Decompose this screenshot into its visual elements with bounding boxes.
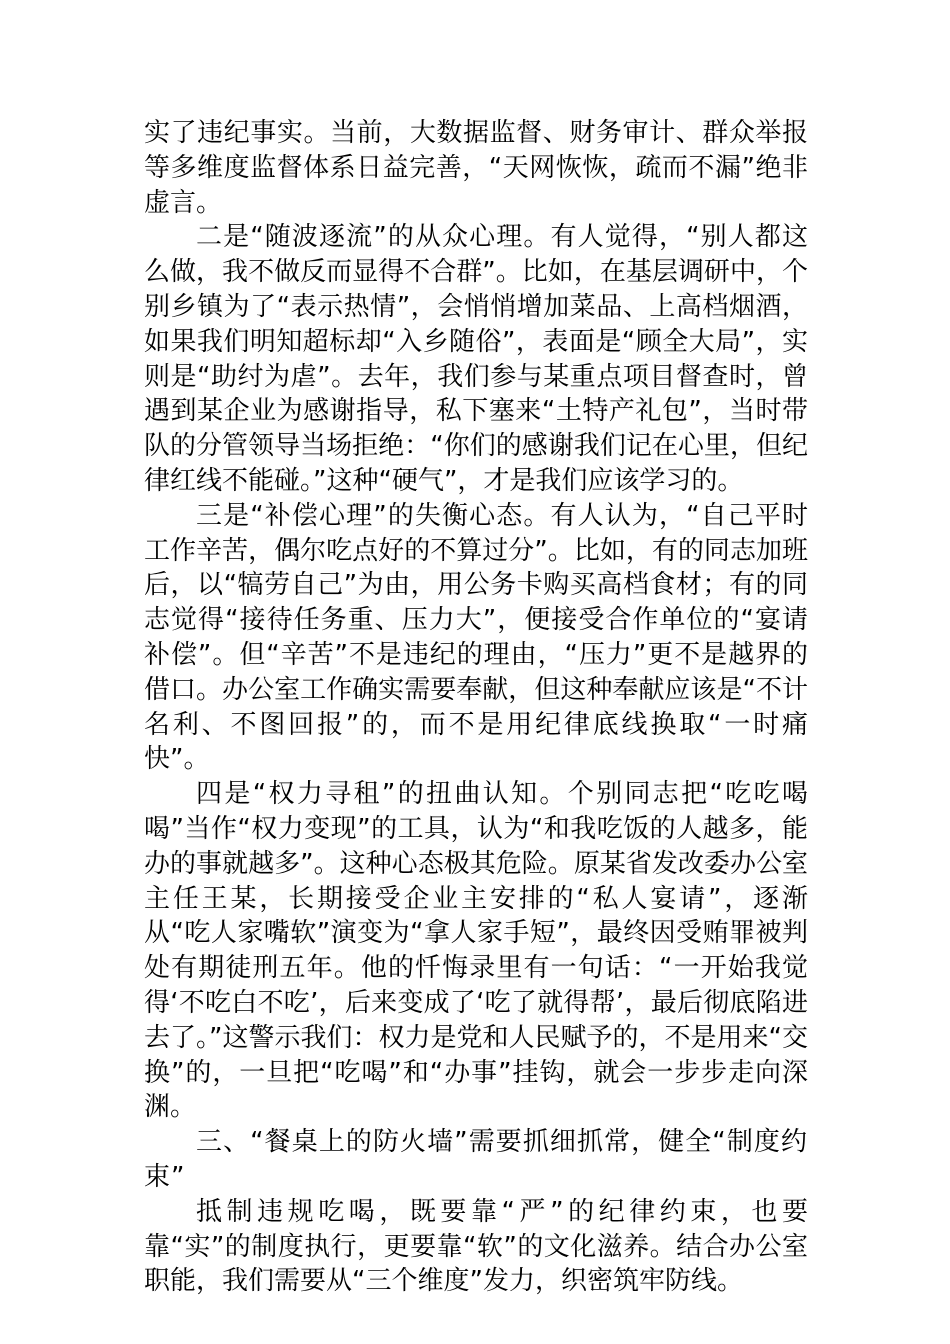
continuation-paragraph: 实了违纪事实。当前，大数据监督、财务审计、群众举报等多维度监督体系日益完善，“天网恢恢，疏而不漏”绝非虚言。 bbox=[144, 118, 808, 218]
paragraph-section-intro: 抵制违规吃喝，既要靠“严”的纪律约束，也要靠“实”的制度执行，更要靠“软”的文化滋养。结合办公室职能，我们需要从“三个维度”发力，织密筑牢防线。 bbox=[144, 1196, 808, 1297]
paragraph-conformity-psychology: 二是“随波逐流”的从众心理。有人觉得，“别人都这么做，我不做反而显得不合群”。比如，在基层调研中，个别乡镇为了“表示热情”，会悄悄增加菜品、上高档烟酒，如果我们明知超标却“入乡随俗”，表面是“顾全大局”，实则是“助纣为虐”。去年，我们参与某重点项目督查时，曾遇到某企业为感谢指导，私下塞来“土特产礼包”，当时带队的分管领导当场拒绝：“你们的感谢我们记在心里，但纪律红线不能碰。”这种“硬气”，才是我们应该学习的。 bbox=[144, 222, 808, 496]
paragraph-power-rent-seeking: 四是“权力寻租”的扭曲认知。个别同志把“吃吃喝喝”当作“权力变现”的工具，认为“和我吃饭的人越多，能办的事就越多”。这种心态极其危险。原某省发改委办公室主任王某，长期接受企业主安排的“私人宴请”，逐渐从“吃人家嘴软”演变为“拿人家手短”，最终因受贿罪被判处有期徒刑五年。他的忏悔录里有一句话：“一开始我觉得‘不吃白不吃’，后来变成了‘吃了就得帮’，最后彻底陷进去了。”这警示我们：权力是党和人民赋予的，不是用来“交换”的，一旦把“吃喝”和“办事”挂钩，就会一步步走向深渊。 bbox=[144, 779, 808, 1123]
section-heading-three: 三、“餐桌上的防火墙”需要抓细抓常，健全“制度约束” bbox=[144, 1127, 808, 1192]
document-body bbox=[144, 116, 808, 1299]
paragraph-compensation-psychology: 三是“补偿心理”的失衡心态。有人认为，“自己平时工作辛苦，偶尔吃点好的不算过分”。比如，有的同志加班后，以“犒劳自己”为由，用公务卡购买高档食材；有的同志觉得“接待任务重、压力大”，便接受合作单位的“宴请补偿”。但“辛苦”不是违纪的理由，“压力”更不是越界的借口。办公室工作确实需要奉献，但这种奉献应该是“不计名利、不图回报”的，而不是用纪律底线换取“一时痛快”。 bbox=[144, 500, 808, 775]
